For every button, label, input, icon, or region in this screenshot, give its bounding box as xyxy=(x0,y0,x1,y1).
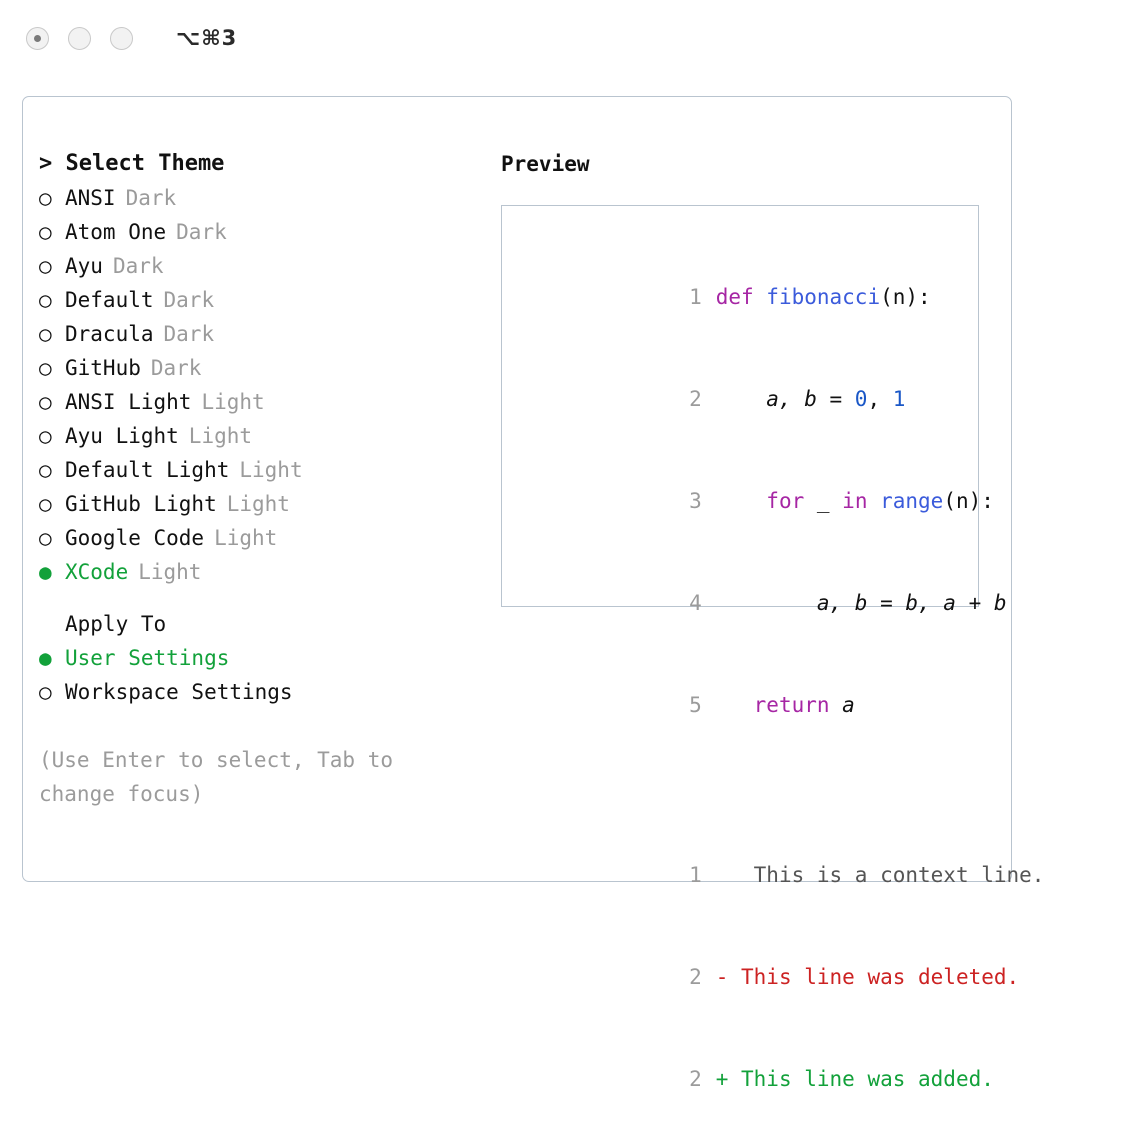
theme-option-tag: Light xyxy=(239,458,303,482)
diff-line-context xyxy=(520,824,1045,926)
window-maximize-button[interactable] xyxy=(110,27,133,50)
code-token xyxy=(716,489,767,513)
code-token: a xyxy=(842,693,855,717)
theme-option-label: Default Light xyxy=(65,458,230,482)
theme-option-label: Dracula xyxy=(65,322,154,346)
code-blank-line-2 xyxy=(520,790,978,824)
code-token: (n): xyxy=(943,489,994,513)
theme-option-tag: Dark xyxy=(163,322,215,346)
theme-option-tag: Light xyxy=(138,560,202,584)
code-token: a, b = xyxy=(715,387,855,411)
hint-spacer xyxy=(39,709,479,743)
apply-option-label: User Settings xyxy=(65,646,230,670)
apply-option-user-settings[interactable] xyxy=(39,641,479,675)
code-blank-line xyxy=(520,756,978,790)
theme-option-google-code[interactable] xyxy=(39,521,479,555)
line-number: 2 xyxy=(689,387,702,411)
diff-marker: + xyxy=(715,1067,729,1091)
window-close-button[interactable] xyxy=(26,27,49,50)
diff-line-deleted xyxy=(520,926,1020,1028)
theme-option-tag: Dark xyxy=(125,186,177,210)
line-number: 1 xyxy=(689,285,702,309)
line-number: 5 xyxy=(689,693,702,717)
code-line xyxy=(520,450,994,552)
code-token xyxy=(716,693,754,717)
apply-option-workspace-settings[interactable] xyxy=(39,675,479,709)
code-token: 1 xyxy=(892,387,906,411)
radio-icon: ○ xyxy=(39,526,52,550)
radio-selected-icon: ● xyxy=(39,646,52,670)
code-token: for xyxy=(766,489,817,513)
diff-marker xyxy=(716,863,729,887)
window-minimize-button[interactable] xyxy=(68,27,91,50)
theme-option-label: XCode xyxy=(65,560,129,584)
radio-icon: ○ xyxy=(39,356,52,380)
theme-selection-column xyxy=(39,147,479,811)
section-spacer xyxy=(39,589,479,607)
diff-text: This line was deleted. xyxy=(728,965,1020,989)
theme-option-label: GitHub xyxy=(65,356,141,380)
theme-option-tag: Light xyxy=(214,526,278,550)
code-line xyxy=(520,348,978,450)
code-token: fibonacci xyxy=(766,285,881,309)
theme-option-tag: Light xyxy=(226,492,290,516)
radio-icon: ○ xyxy=(39,186,52,210)
line-number: 1 xyxy=(689,863,702,887)
theme-option-label: ANSI xyxy=(65,186,116,210)
title-bar xyxy=(0,0,1140,76)
radio-icon: ○ xyxy=(39,458,52,482)
radio-icon: ○ xyxy=(39,220,52,244)
diff-marker: - xyxy=(715,965,729,989)
theme-option-tag: Dark xyxy=(163,288,215,312)
code-line xyxy=(520,654,978,756)
diff-text: This is a context line. xyxy=(728,863,1045,887)
radio-icon: ○ xyxy=(39,322,52,346)
code-token: def xyxy=(715,285,767,309)
theme-option-tag: Dark xyxy=(112,254,164,278)
code-token: a, b = b, a + b xyxy=(715,591,1007,615)
code-line xyxy=(520,552,1007,654)
theme-option-ansi[interactable] xyxy=(39,181,479,215)
theme-option-ayu[interactable] xyxy=(39,249,479,283)
radio-icon: ○ xyxy=(39,390,52,414)
line-number: 2 xyxy=(689,1067,702,1091)
theme-option-ansi-light[interactable] xyxy=(39,385,479,419)
theme-option-label: GitHub Light xyxy=(65,492,217,516)
radio-icon: ○ xyxy=(39,254,52,278)
theme-option-tag: Dark xyxy=(176,220,227,244)
theme-option-default-light[interactable] xyxy=(39,453,479,487)
apply-to-heading: Apply To xyxy=(65,612,167,636)
code-token: (n): xyxy=(880,285,931,309)
diff-line-added xyxy=(520,1028,994,1130)
code-token: range xyxy=(880,489,944,513)
radio-icon: ○ xyxy=(39,680,52,704)
theme-option-label: Atom One xyxy=(65,220,167,244)
theme-option-label: Google Code xyxy=(65,526,205,550)
code-token: _ xyxy=(816,489,843,513)
preview-box xyxy=(501,205,1045,1091)
code-token: 0 xyxy=(854,387,868,411)
preview-column xyxy=(501,147,1045,1091)
radio-icon: ○ xyxy=(39,424,52,448)
theme-option-label: Ayu Light xyxy=(65,424,179,448)
theme-option-github[interactable] xyxy=(39,351,479,385)
select-theme-heading: > Select Theme xyxy=(39,151,225,176)
code-token: return xyxy=(753,693,843,717)
line-number: 3 xyxy=(689,489,702,513)
code-token: , xyxy=(867,387,893,411)
code-line xyxy=(520,246,978,348)
theme-option-tag: Dark xyxy=(150,356,202,380)
line-number: 4 xyxy=(689,591,702,615)
theme-option-dracula[interactable] xyxy=(39,317,479,351)
radio-selected-icon: ● xyxy=(39,560,52,584)
keyboard-hint: (Use Enter to select, Tab to change focus) xyxy=(39,748,406,806)
diff-text: This line was added. xyxy=(728,1067,994,1091)
line-number: 2 xyxy=(689,965,702,989)
window-shortcut-label: ⌥⌘3 xyxy=(176,26,238,50)
theme-option-default[interactable] xyxy=(39,283,479,317)
theme-option-label: Ayu xyxy=(65,254,103,278)
theme-option-label: Default xyxy=(65,288,154,312)
theme-option-xcode[interactable] xyxy=(39,555,479,589)
radio-icon: ○ xyxy=(39,492,52,516)
radio-icon: ○ xyxy=(39,288,52,312)
preview-heading: Preview xyxy=(501,152,590,176)
theme-option-tag: Light xyxy=(201,390,265,414)
theme-option-atom-one[interactable] xyxy=(39,215,479,249)
apply-option-label: Workspace Settings xyxy=(65,680,293,704)
theme-option-tag: Light xyxy=(188,424,253,448)
main-panel xyxy=(22,96,1045,1091)
theme-option-github-light[interactable] xyxy=(39,487,479,521)
apply-to-heading-row xyxy=(39,607,479,641)
code-token: in xyxy=(842,489,881,513)
window-close-dot xyxy=(34,35,41,42)
theme-option-label: ANSI Light xyxy=(65,390,192,414)
theme-option-ayu-light[interactable] xyxy=(39,419,479,453)
